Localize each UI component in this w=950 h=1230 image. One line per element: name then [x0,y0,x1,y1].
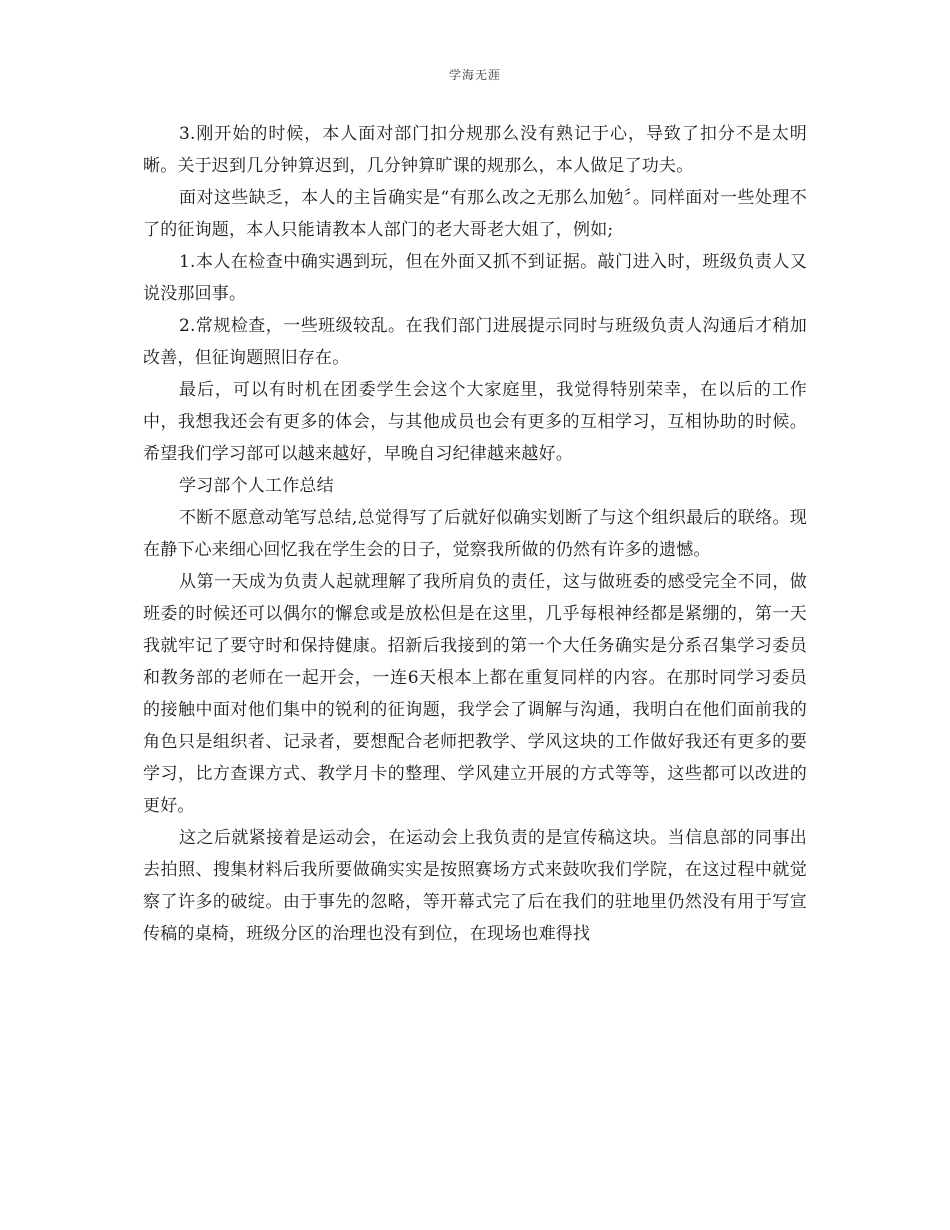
page-header: 学海无涯 [448,68,501,82]
paragraph: 最后，可以有时机在团委学生会这个大家庭里，我觉得特别荣幸，在以后的工作中，我想我还会有更多的体会，与其他成员也会有更多的互相学习，互相协助的时候。希望我们学习部可以越来越好，早晚自习纪律越来越好。 [143,380,807,464]
section-heading: 学习部个人工作总结 [179,476,334,496]
paragraph: 从第一天成为负责人起就理解了我所肩负的责任，这与做班委的感受完全不同，做班委的时候还可以偶尔的懈怠或是放松但是在这里，几乎每根神经都是紧绷的，第一天我就牢记了要守时和保持健康。招新后我接到的第一个大任务确实是分系召集学习委员和教务部的老师在一起开会，一连6天根本上都在重复同样的内容。在那时同学习委员的接触中面对他们集中的锐利的征询题，我学会了调解与沟通，我明白在他们面前我的角色只是组织者、记录者，要想配合老师把教学、学风这块的工作做好我还有更多的要学习，比方查课方式、教学月卡的整理、学风建立开展的方式等等，这些都可以改进的更好。 [143,572,807,816]
paragraph: 3.刚开始的时候，本人面对部门扣分规那么没有熟记于心，导致了扣分不是太明晰。关于迟到几分钟算迟到，几分钟算旷课的规那么，本人做足了功夫。 [143,124,807,176]
paragraph: 面对这些缺乏，本人的主旨确实是“有那么改之无那么加勉〞。同样面对一些处理不了的征询题，本人只能请教本人部门的老大哥老大姐了，例如; [143,188,807,240]
document-body [143,118,807,950]
paragraph: 不断不愿意动笔写总结,总觉得写了后就好似确实划断了与这个组织最后的联络。现在静下心来细心回忆我在学生会的日子，觉察我所做的仍然有许多的遗憾。 [143,508,807,560]
paragraph: 2.常规检查，一些班级较乱。在我们部门进展提示同时与班级负责人沟通后才稍加改善，但征询题照旧存在。 [143,316,807,368]
paragraph: 这之后就紧接着是运动会，在运动会上我负责的是宣传稿这块。当信息部的同事出去拍照、搜集材料后我所要做确实实是按照赛场方式来鼓吹我们学院，在这过程中就觉察了许多的破绽。由于事先的忽略，等开幕式完了后在我们的驻地里仍然没有用于写宣传稿的桌椅，班级分区的治理也没有到位，在现场也难得找 [143,828,807,944]
paragraph: 1.本人在检查中确实遇到玩，但在外面又抓不到证据。敲门进入时，班级负责人又说没那回事。 [143,252,807,304]
